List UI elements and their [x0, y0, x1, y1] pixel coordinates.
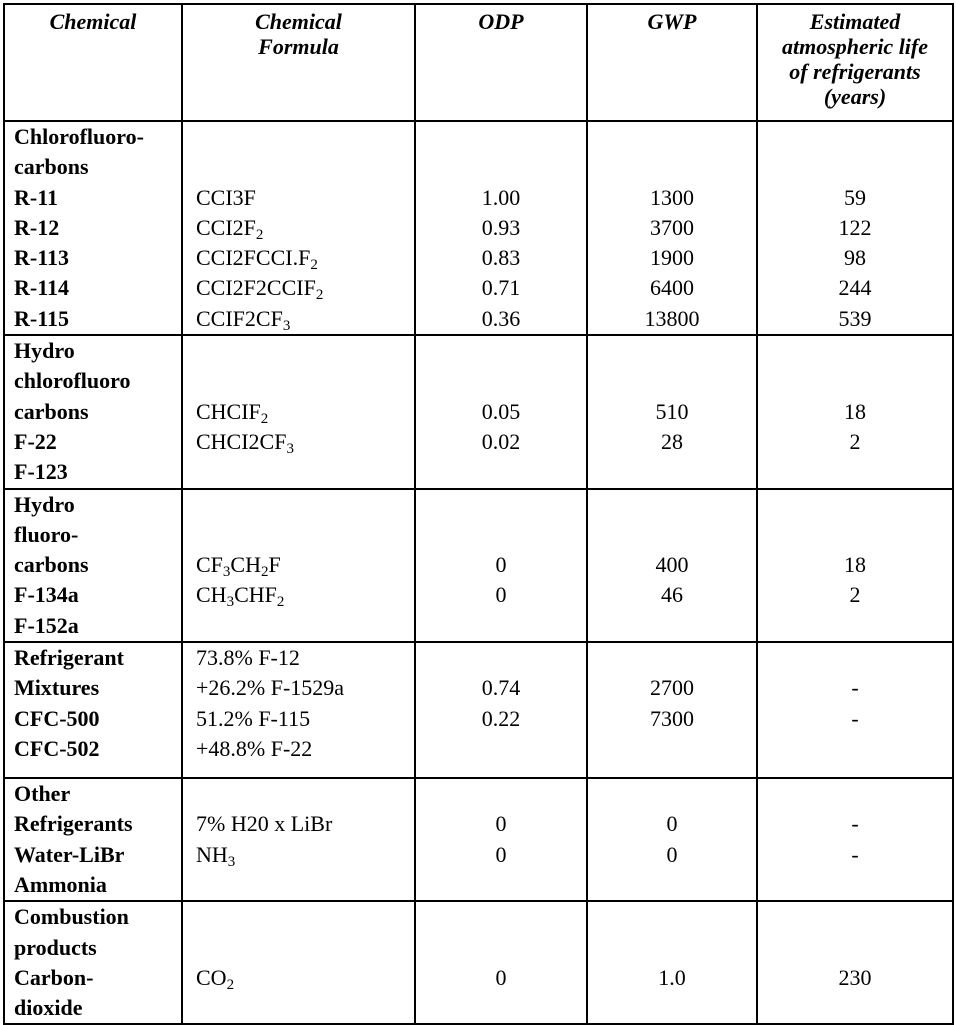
chemical-name-line: carbons	[14, 398, 89, 424]
gwp-cell	[587, 489, 757, 642]
gwp-value: 3700	[650, 214, 694, 240]
formula-line	[196, 902, 414, 932]
chemical-name-line: Ammonia	[14, 871, 107, 897]
odp-cell	[415, 121, 587, 335]
odp-value	[416, 870, 586, 900]
gwp-value: 510	[655, 398, 689, 424]
chemical-cell	[4, 335, 182, 488]
header-odp	[415, 4, 587, 121]
life-value	[758, 366, 952, 396]
life-value: 18	[844, 552, 866, 578]
life-value	[758, 870, 952, 900]
chemical-name-line: R-115	[14, 305, 69, 331]
odp-value: 0	[495, 811, 507, 837]
chemical-name-line: fluoro-	[14, 521, 79, 547]
odp-value	[416, 520, 586, 550]
life-cell	[757, 121, 953, 335]
odp-value	[416, 152, 586, 182]
odp-value: 0.02	[481, 428, 521, 454]
formula-line	[196, 152, 414, 182]
odp-value	[416, 490, 586, 520]
chemical-name-line: CFC-502	[14, 735, 100, 761]
gwp-value: 28	[661, 428, 683, 454]
gwp-value	[588, 734, 756, 764]
chemical-name-line: R-113	[14, 245, 69, 271]
header-line: (years)	[823, 84, 887, 109]
gwp-value: 13800	[644, 305, 700, 331]
life-cell	[757, 489, 953, 642]
odp-value	[416, 366, 586, 396]
chemical-name-line: carbons	[14, 154, 89, 180]
life-value	[758, 122, 952, 152]
odp-value: 0.05	[481, 398, 521, 424]
chemical-name-line: Other	[14, 781, 71, 807]
gwp-value	[588, 490, 756, 520]
table-row	[4, 901, 953, 1024]
life-value	[758, 611, 952, 641]
formula-line	[196, 122, 414, 152]
chemical-name-line: F-22	[14, 428, 57, 454]
life-value: 2	[849, 582, 861, 608]
odp-value	[416, 902, 586, 932]
odp-value: 0	[495, 552, 507, 578]
formula-line: 73.8% F-12	[196, 645, 300, 671]
header-line: ODP	[478, 9, 524, 34]
gwp-value	[588, 933, 756, 963]
odp-cell	[415, 642, 587, 778]
life-value: -	[851, 841, 859, 867]
chemical-cell	[4, 901, 182, 1024]
header-line: atmospheric life	[781, 34, 929, 59]
odp-cell	[415, 335, 587, 488]
life-value: 230	[838, 964, 872, 990]
odp-value	[416, 457, 586, 487]
life-value: 244	[838, 275, 872, 301]
formula-line: $CH_3CHF_2$	[196, 582, 285, 611]
formula-line: $CHCIF_2$	[196, 398, 269, 427]
gwp-value	[588, 779, 756, 809]
formula-line	[196, 779, 414, 809]
formula-line	[196, 366, 414, 396]
formula-line: $CCI2F_2$	[196, 214, 264, 243]
gwp-cell	[587, 901, 757, 1024]
odp-value	[416, 336, 586, 366]
life-cell	[757, 335, 953, 488]
gwp-value	[588, 457, 756, 487]
odp-value: 0.36	[481, 305, 521, 331]
chemical-name-line: F-123	[14, 459, 68, 485]
chemical-name-line: dioxide	[14, 995, 83, 1021]
life-value: -	[851, 811, 859, 837]
odp-value	[416, 993, 586, 1023]
formula-line: CCI3F	[196, 184, 256, 210]
header-chemical-formula	[182, 4, 415, 121]
formula-line: +48.8% F-22	[196, 735, 313, 761]
formula-line	[196, 933, 414, 963]
odp-value	[416, 933, 586, 963]
odp-value: 1.00	[481, 184, 521, 210]
formula-cell	[182, 121, 415, 335]
life-value	[758, 490, 952, 520]
header-line: Estimated	[809, 9, 901, 34]
gwp-value	[588, 336, 756, 366]
header-line: GWP	[647, 9, 697, 34]
life-value	[758, 933, 952, 963]
formula-line	[196, 520, 414, 550]
odp-value: 0.22	[481, 705, 521, 731]
life-value	[758, 643, 952, 673]
formula-cell	[182, 901, 415, 1024]
chemical-name-line: chlorofluoro	[14, 368, 131, 394]
formula-line: $CCIF2CF_3$	[196, 305, 291, 334]
formula-cell	[182, 642, 415, 778]
odp-value	[416, 122, 586, 152]
chemical-name-line: R-11	[14, 184, 58, 210]
life-value	[758, 734, 952, 764]
header-line: Chemical	[49, 9, 137, 34]
life-value	[758, 457, 952, 487]
gwp-value: 2700	[650, 675, 694, 701]
gwp-value	[588, 152, 756, 182]
life-value: 539	[838, 305, 872, 331]
formula-line	[196, 993, 414, 1023]
gwp-value: 6400	[650, 275, 694, 301]
gwp-value: 0	[666, 811, 678, 837]
formula-line	[196, 611, 414, 641]
life-value: -	[851, 705, 859, 731]
gwp-value	[588, 902, 756, 932]
chemical-name-line: Mixtures	[14, 675, 100, 701]
life-value	[758, 902, 952, 932]
formula-line: $CHCI2CF_3$	[196, 428, 294, 457]
gwp-value	[588, 993, 756, 1023]
header-gwp	[587, 4, 757, 121]
header-line: Formula	[258, 34, 339, 59]
life-value	[758, 993, 952, 1023]
gwp-cell	[587, 778, 757, 901]
chemical-name-line: R-12	[14, 214, 60, 240]
header-atmospheric-life	[757, 4, 953, 121]
chemical-name-line: F-134a	[14, 582, 79, 608]
life-value: 59	[844, 184, 866, 210]
chemical-name-line: CFC-500	[14, 705, 100, 731]
chemical-name-line: products	[14, 934, 97, 960]
formula-line: $CCI2F2CCIF_2$	[196, 275, 324, 304]
life-value	[758, 520, 952, 550]
header-line: of refrigerants	[789, 59, 921, 84]
gwp-value	[588, 870, 756, 900]
chemical-cell	[4, 121, 182, 335]
formula-line: $CF_3CH_2F$	[196, 552, 281, 581]
chemical-name-line: R-114	[14, 275, 69, 301]
odp-value	[416, 734, 586, 764]
table-row	[4, 121, 953, 335]
life-value: 18	[844, 398, 866, 424]
odp-value	[416, 643, 586, 673]
life-cell	[757, 778, 953, 901]
gwp-value: 7300	[650, 705, 694, 731]
gwp-value: 1900	[650, 245, 694, 271]
formula-cell	[182, 778, 415, 901]
gwp-cell	[587, 642, 757, 778]
chemical-name-line: Water-LiBr	[14, 841, 125, 867]
life-value: 98	[844, 245, 866, 271]
formula-cell	[182, 335, 415, 488]
odp-value: 0	[495, 582, 507, 608]
formula-line	[196, 336, 414, 366]
chemical-name-line: F-152a	[14, 612, 79, 638]
gwp-value: 46	[661, 582, 683, 608]
formula-line: $CCI2FCCI.F_2$	[196, 245, 318, 274]
formula-line: +26.2% F-1529a	[196, 675, 345, 701]
gwp-value	[588, 366, 756, 396]
life-value: -	[851, 675, 859, 701]
formula-line: $CO_2$	[196, 964, 235, 993]
gwp-value	[588, 643, 756, 673]
chemical-name-line: Carbon-	[14, 964, 94, 990]
formula-line	[196, 490, 414, 520]
odp-value: 0	[495, 841, 507, 867]
table-row	[4, 778, 953, 901]
life-value	[758, 152, 952, 182]
header-row	[4, 4, 953, 121]
odp-value: 0	[495, 964, 507, 990]
gwp-value: 1.0	[658, 964, 686, 990]
odp-cell	[415, 489, 587, 642]
header-line: Chemical	[255, 9, 342, 34]
header-chemical	[4, 4, 182, 121]
gwp-value	[588, 122, 756, 152]
chemical-name-line: Refrigerant	[14, 645, 124, 671]
formula-cell	[182, 489, 415, 642]
life-cell	[757, 642, 953, 778]
odp-value: 0.71	[481, 275, 521, 301]
formula-line	[196, 457, 414, 487]
gwp-value: 1300	[650, 184, 694, 210]
table-row	[4, 489, 953, 642]
odp-cell	[415, 901, 587, 1024]
chemical-name-line: carbons	[14, 552, 89, 578]
chemical-name-line: Hydro	[14, 338, 75, 364]
gwp-value	[588, 611, 756, 641]
chemical-cell	[4, 489, 182, 642]
life-cell	[757, 901, 953, 1024]
formula-line	[196, 870, 414, 900]
gwp-cell	[587, 121, 757, 335]
chemical-name-line: Hydro	[14, 491, 75, 517]
life-value: 2	[849, 428, 861, 454]
formula-line: $NH_3$	[196, 841, 236, 870]
gwp-value: 400	[655, 552, 689, 578]
chemical-name-line: Refrigerants	[14, 811, 133, 837]
chemical-name-line: Chlorofluoro-	[14, 124, 144, 149]
odp-value	[416, 779, 586, 809]
odp-value: 0.93	[481, 214, 521, 240]
table-row	[4, 642, 953, 778]
life-value	[758, 336, 952, 366]
refrigerant-data-table	[3, 3, 954, 1025]
life-value: 122	[838, 214, 872, 240]
chemical-cell	[4, 642, 182, 778]
formula-line: 7% H20 x LiBr	[196, 811, 333, 837]
chemical-name-line: Combustion	[14, 904, 129, 930]
table-row	[4, 335, 953, 488]
gwp-value: 0	[666, 841, 678, 867]
formula-line: 51.2% F-115	[196, 705, 311, 731]
gwp-value	[588, 520, 756, 550]
gwp-cell	[587, 335, 757, 488]
odp-cell	[415, 778, 587, 901]
odp-value	[416, 611, 586, 641]
chemical-cell	[4, 778, 182, 901]
life-value	[758, 779, 952, 809]
odp-value: 0.83	[481, 245, 521, 271]
odp-value: 0.74	[481, 675, 521, 701]
